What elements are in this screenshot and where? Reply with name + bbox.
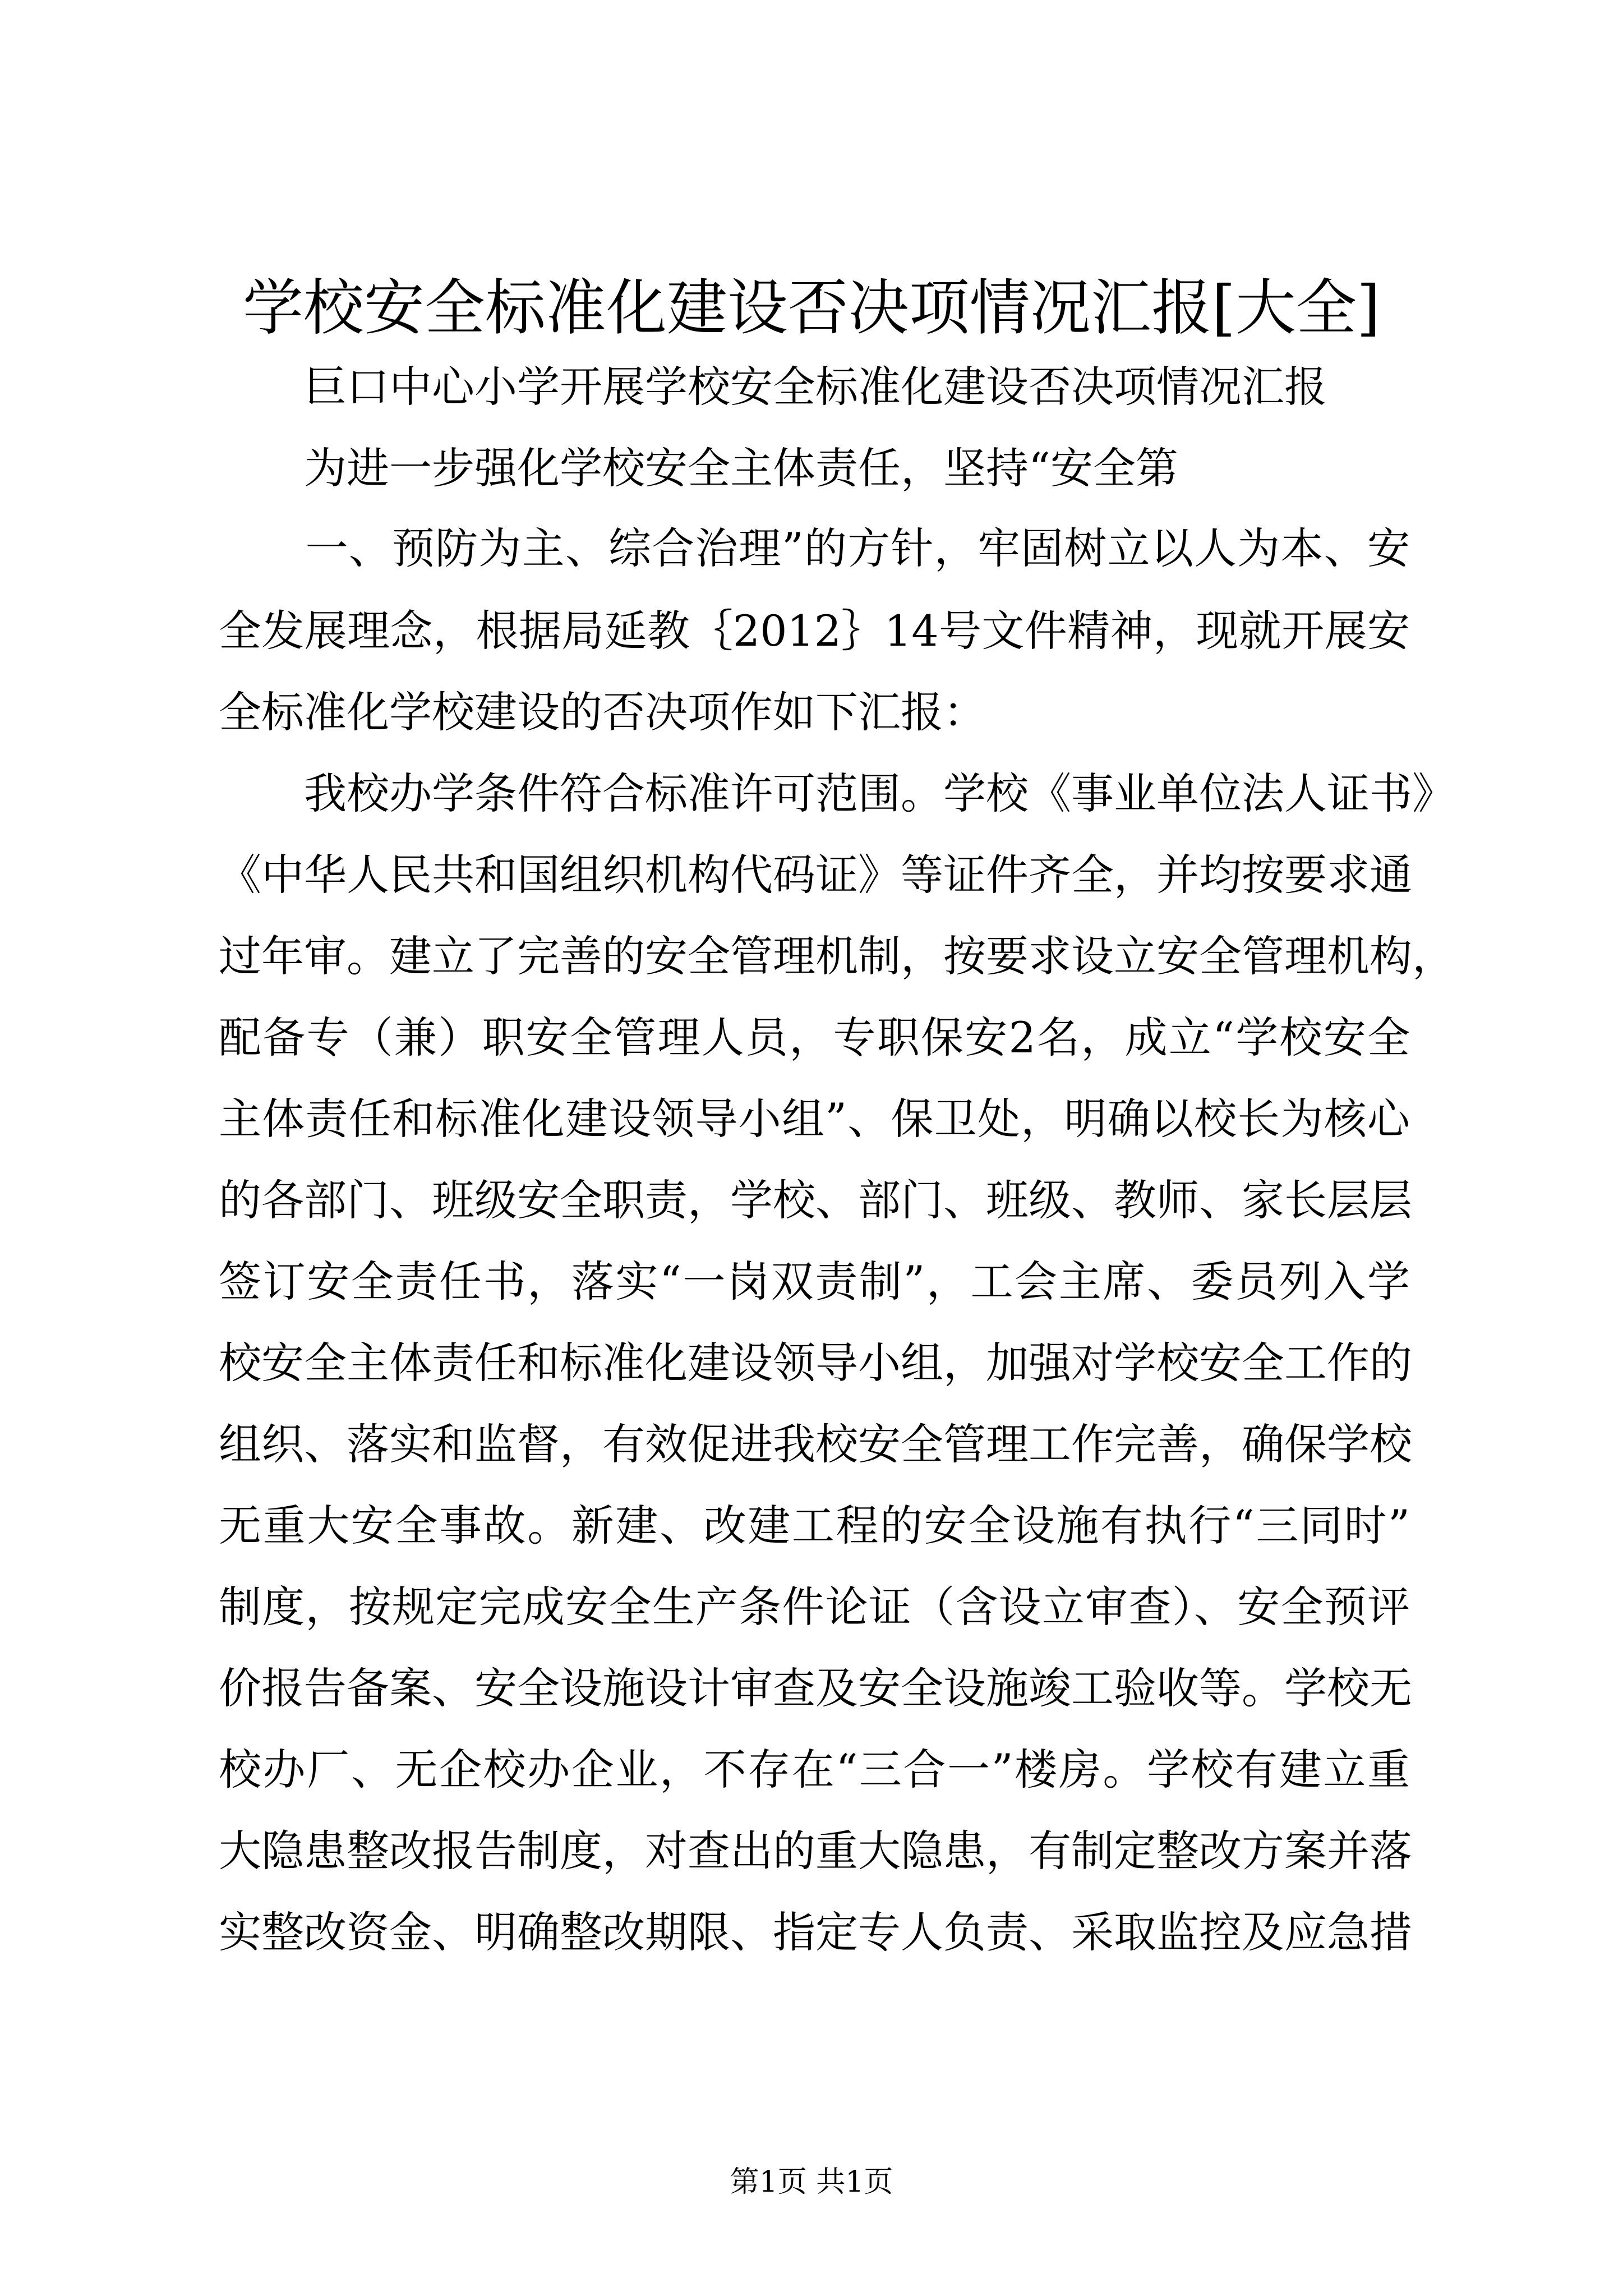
- body-line-5: 全标准化学校建设的否决项作如下汇报：: [219, 687, 986, 737]
- body-line-18: 校办厂、无企校办企业，不存在“三合一”楼房。学校有建立重: [219, 1745, 1410, 1795]
- body-line-3: 一、预防为主、综合治理”的方针，牢固树立以人为本、安: [219, 523, 1410, 573]
- body-line-14: 组织、落实和监督，有效促进我校安全管理工作完善，确保学校: [219, 1419, 1412, 1469]
- body-line-1: 巨口中心小学开展学校安全标准化建设否决项情况汇报: [219, 362, 1327, 412]
- page-footer: 第1页 共1页: [730, 2165, 893, 2199]
- body-line-17: 价报告备案、安全设施设计审查及安全设施竣工验收等。学校无: [219, 1663, 1412, 1713]
- body-line-2: 为进一步强化学校安全主体责任，坚持“安全第: [219, 443, 1178, 493]
- body-line-13: 校安全主体责任和标准化建设领导小组，加强对学校安全工作的: [219, 1338, 1412, 1388]
- body-line-7: 《中华人民共和国组织机构代码证》等证件齐全，并均按要求通: [219, 850, 1412, 900]
- body-line-12: 签订安全责任书，落实“一岗双责制”，工会主席、委员列入学: [219, 1257, 1410, 1306]
- body-line-16: 制度，按规定完成安全生产条件论证（含设立审查）、安全预评: [219, 1582, 1410, 1632]
- document-title: 学校安全标准化建设否决项情况汇报[大全]: [242, 273, 1381, 343]
- body-line-11: 的各部门、班级安全职责，学校、部门、班级、教师、家长层层: [219, 1175, 1412, 1225]
- body-line-19: 大隐患整改报告制度，对查出的重大隐患，有制定整改方案并落: [219, 1826, 1412, 1876]
- body-line-20: 实整改资金、明确整改期限、指定专人负责、采取监控及应急措: [219, 1907, 1412, 1957]
- body-line-4: 全发展理念，根据局延教｛2012｝14号文件精神，现就开展安: [219, 606, 1410, 656]
- body-line-9: 配备专（兼）职安全管理人员，专职保安2名，成立“学校安全: [219, 1013, 1410, 1062]
- body-line-8: 过年审。建立了完善的安全管理机制，按要求设立安全管理机构，: [219, 931, 1455, 981]
- body-line-10: 主体责任和标准化建设领导小组”、保卫处，明确以校长为核心: [219, 1094, 1410, 1144]
- body-line-15: 无重大安全事故。新建、改建工程的安全设施有执行“三同时”: [219, 1501, 1410, 1550]
- body-line-6: 我校办学条件符合标准许可范围。学校《事业单位法人证书》: [219, 769, 1455, 818]
